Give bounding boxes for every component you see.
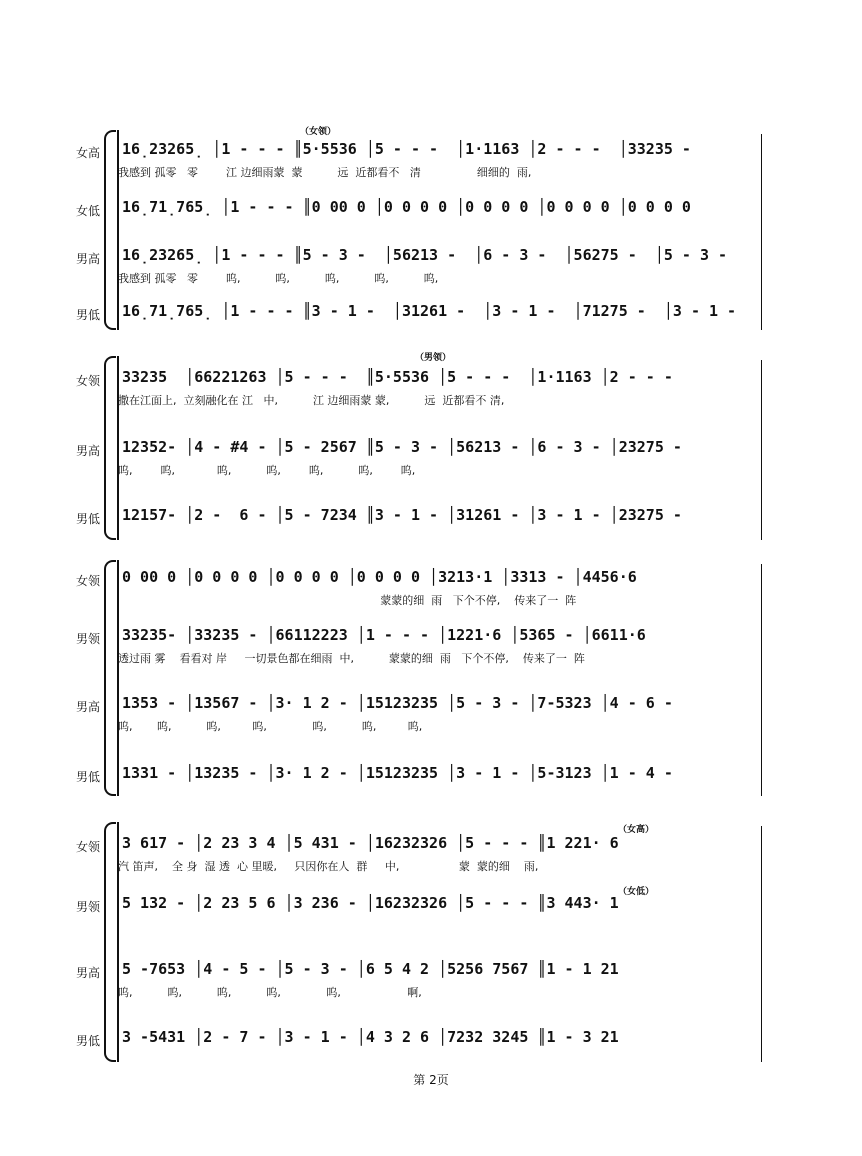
- part-label: 男低: [76, 512, 101, 526]
- lyric-line: 撒在江面上, 立刻融化在 江 中, 江 边细雨蒙 蒙, 远 近都看不 清,: [118, 394, 505, 407]
- part-label: 男高: [76, 444, 101, 458]
- part-label: 女领: [76, 840, 101, 854]
- notation-line: 16̣71̣765̣ │1 - - - ║3 - 1 - │31261 - │3 - 1 - │71275 - │3 - 1 -: [122, 302, 737, 320]
- part-label: 女领: [76, 374, 101, 388]
- lyric-line: 呜, 呜, 呜, 呜, 呜, 呜, 呜,: [118, 464, 416, 477]
- lyric-line: 呜, 呜, 呜, 呜, 呜, 啊,: [118, 986, 422, 999]
- lyric-line: 透过雨 雾 看看对 岸 一切景色都在细雨 中, 蒙蒙的细 雨 下个不停, 传来了一 阵: [118, 652, 585, 665]
- part-label: 男低: [76, 308, 101, 322]
- system-line: [117, 356, 119, 540]
- notation-line: 1331 - │13235 - │3· 1 2 - │15123235 │3 - 1 - │5-3123 │1 - 4 -: [122, 764, 673, 782]
- part-label: 男高: [76, 252, 101, 266]
- notation-line: 1353 - │13567 - │3· 1 2 - │15123235 │5 - 3 - │7-5323 │4 - 6 -: [122, 694, 673, 712]
- part-label: 女领: [76, 574, 101, 588]
- notation-line: 0 00 0 │0 0 0 0 │0 0 0 0 │0 0 0 0 │3213·1 │3313 - │4456·6: [122, 568, 637, 586]
- system-brace: [104, 560, 116, 796]
- system-brace: [104, 130, 116, 330]
- part-label: 男高: [76, 966, 101, 980]
- final-barline: [761, 564, 763, 796]
- part-label: 女低: [76, 204, 101, 218]
- notation-line: 16̣23265̣ │1 - - - ║5·5536 │5 - - - │1·1163 │2 - - - │33235 -: [122, 140, 691, 158]
- notation-line: 16̣71̣765̣ │1 - - - ║0 00 0 │0 0 0 0 │0 0 0 0 │0 0 0 0 │0 0 0 0: [122, 198, 691, 216]
- section-annotation: （男领）: [415, 353, 452, 363]
- lyric-line: 蒙蒙的细 雨 下个不停, 传来了一 阵: [118, 594, 577, 607]
- system-line: [117, 130, 119, 330]
- notation-line: 3 617 - │2 23 3 4 │5 431 - │16232326 │5 - - - ║1 221· 6: [122, 834, 619, 852]
- system-brace: [104, 356, 116, 540]
- lyric-line: 我感到 孤零 零 江 边细雨蒙 蒙 远 近都看不 清 细细的 雨,: [118, 166, 532, 179]
- lyric-line: 我感到 孤零 零 呜, 呜, 呜, 呜, 呜,: [118, 272, 439, 285]
- section-annotation: （女高）: [618, 825, 655, 835]
- notation-line: 5 -7653 │4 - 5 - │5 - 3 - │6 5 4 2 │5256 7567 ║1 - 1 21: [122, 960, 619, 978]
- part-label: 男低: [76, 1034, 101, 1048]
- section-annotation: （女低）: [618, 887, 655, 897]
- notation-line: 33235 │66221263 │5 - - - ║5·5536 │5 - - - │1·1163 │2 - - -: [122, 368, 673, 386]
- notation-line: 33235- │33235 - │66112223 │1 - - - │1221·6 │5365 - │6611·6: [122, 626, 646, 644]
- notation-line: 12352- │4 - #4 - │5 - 2567 ║5 - 3 - │56213 - │6 - 3 - │23275 -: [122, 438, 682, 456]
- notation-line: 16̣23265̣ │1 - - - ║5 - 3 - │56213 - │6 - 3 - │56275 - │5 - 3 -: [122, 246, 728, 264]
- part-label: 男领: [76, 900, 101, 914]
- final-barline: [761, 134, 763, 330]
- part-label: 男领: [76, 632, 101, 646]
- lyric-line: 汽 笛声, 全 身 湿 透 心 里暖, 只因你在人 群 中, 蒙 蒙的细 雨,: [118, 860, 539, 873]
- part-label: 男低: [76, 770, 101, 784]
- lyric-line: 呜, 呜, 呜, 呜, 呜, 呜, 呜,: [118, 720, 423, 733]
- notation-line: 5 132 - │2 23 5 6 │3 236 - │16232326 │5 - - - ║3 443· 1: [122, 894, 619, 912]
- notation-line: 3 -5431 │2 - 7 - │3 - 1 - │4 3 2 6 │7232 3245 ║1 - 3 21: [122, 1028, 619, 1046]
- system-brace: [104, 822, 116, 1062]
- final-barline: [761, 826, 763, 1062]
- section-annotation: （女领）: [300, 127, 337, 137]
- part-label: 男高: [76, 700, 101, 714]
- page-number: 第 2页: [413, 1073, 449, 1087]
- final-barline: [761, 360, 763, 540]
- notation-line: 12157- │2 - 6 - │5 - 7234 ║3 - 1 - │31261 - │3 - 1 - │23275 -: [122, 506, 682, 524]
- part-label: 女高: [76, 146, 101, 160]
